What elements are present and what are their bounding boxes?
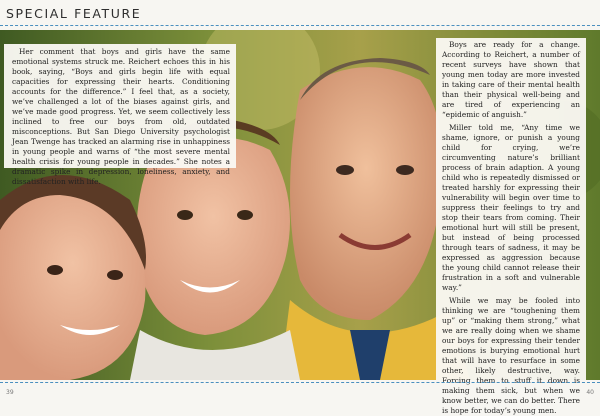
paragraph: Miller told me, “Any time we shame, ignore, or punish a young child for crying, we’re circumventing nature’s brilliant process of brain adaption. A young child who is repeatedly dismissed or treated harshly for expressing their vulnerability will begin over time to suppress their feelings to try and stop their tears from coming. Their emotional hurt will still be present, but instead of being processed through tears of sadness, it may be expressed as aggression because the young child cannot release their frustration in a soft and vulnerable way.” (442, 123, 580, 292)
page-number-right: 40 (586, 389, 594, 396)
page-number-left: 39 (6, 389, 14, 396)
page-footer (0, 380, 600, 403)
article-text-left (4, 44, 236, 186)
page-header (0, 0, 600, 28)
header-divider (0, 25, 600, 26)
paragraph: Boys are ready for a change. According to Reichert, a number of recent surveys have shown that young men today are more invested in taking care of their mental health than their physical well-being and are tired of experiencing an “epidemic of anguish.” (442, 40, 580, 119)
footer-divider (0, 382, 600, 383)
section-label: SPECIAL FEATURE (6, 6, 142, 21)
paragraph: Her comment that boys and girls have the same emotional systems struck me. Reichert echoes this in his book, saying, “Boys and girls begin life with equal capacities for expressing their hearts. Conditioning accounts for the difference.” I feel that, as a society, we’ve challenged a lot of the biases against girls, and we’ve made good progress. Yet, we seem collectively less inclined to free our boys from old, outdated misconceptions. But San Diego University psychologist Jean Twenge has tracked an alarming rise in unhappiness in young people and warns of “the most severe mental health crisis for young people in decades.” She notes a dramatic spike in depression, loneliness, anxiety, and dissatisfaction with life. (12, 47, 230, 186)
paragraph: While we may be fooled into thinking we are “toughening them up” or “making them strong,” what we are really doing when we shame our boys for expressing their tender emotions is burying emotional hurt that will have to resurface in some other, likely destructive, way. Forcing them to stuff it down is making them sick, but when we know better, we can do better. There is hope for today’s young men. (442, 296, 580, 415)
article-text-right (436, 38, 586, 415)
